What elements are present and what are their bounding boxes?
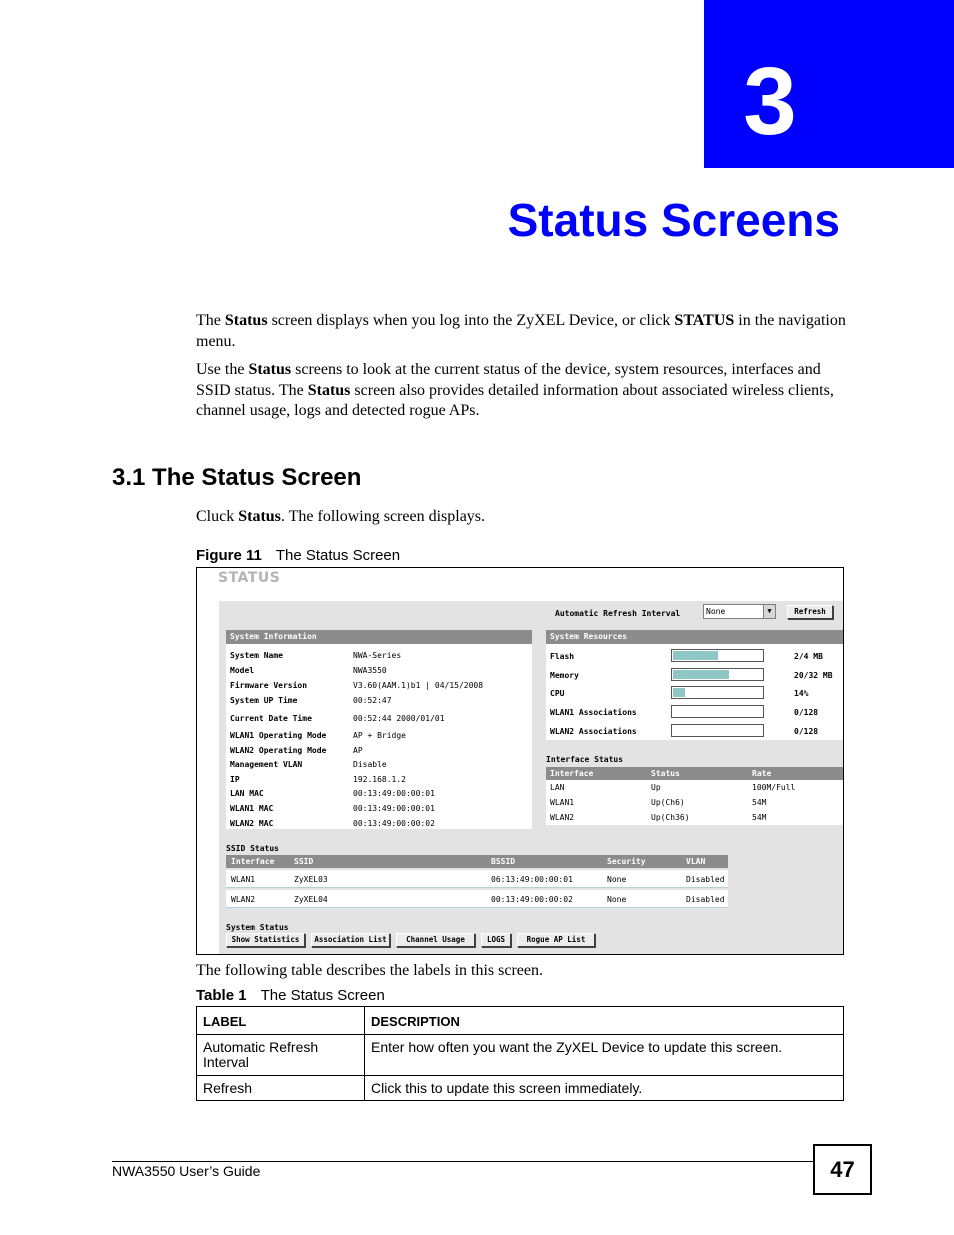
table-row xyxy=(197,1035,844,1076)
status-col-header: Status xyxy=(651,769,680,778)
system-info-value: NWA3550 xyxy=(353,666,387,675)
ssid-status-heading: SSID Status xyxy=(226,844,279,853)
ssid-status-cell: WLAN2 xyxy=(231,895,256,904)
figure-caption-text: The Status Screen xyxy=(275,547,401,564)
system-resource-value: 0/128 xyxy=(794,708,819,717)
system-info-label: Model xyxy=(230,666,255,675)
system-info-label: System UP Time xyxy=(230,696,298,705)
system-information-heading: System Information xyxy=(226,630,532,644)
system-resource-value: 20/32 MB xyxy=(794,671,833,680)
table-cell-label: Refresh xyxy=(197,1076,365,1101)
interface-status-row xyxy=(546,798,844,808)
section-title: 3.1 The Status Screen xyxy=(112,464,362,491)
footer-guide-title: NWA3550 User’s Guide xyxy=(112,1163,261,1179)
ssid-status-row xyxy=(226,870,728,888)
resource-usage-fill xyxy=(673,651,718,660)
intro-paragraph-2: Use the Status screens to look at the current status of the device, system resources, interfaces and SSID status. The Status screen also provides detailed information about associated wireless clients, channel usage, logs and detected rogue APs. xyxy=(196,361,834,419)
ssid-col-header: SSID xyxy=(294,857,314,866)
system-resource-row xyxy=(550,707,842,721)
system-resource-label: WLAN2 Associations xyxy=(550,727,637,736)
table-caption-text: The Status Screen xyxy=(260,987,385,1004)
ssid-status-header xyxy=(226,855,728,868)
table-caption-label: Table 1 xyxy=(196,987,247,1004)
ssid-interface-col-header: Interface xyxy=(231,857,275,866)
system-resource-value: 14% xyxy=(794,689,809,698)
system-information-panel xyxy=(226,630,532,829)
resource-usage-bar xyxy=(671,705,764,718)
table-cell-label: Automatic Refresh Interval xyxy=(197,1035,365,1076)
channel-usage-button[interactable]: Channel Usage xyxy=(396,933,475,947)
system-info-value: 00:52:47 xyxy=(353,696,392,705)
interface-status-cell: WLAN1 xyxy=(550,798,575,807)
system-info-row xyxy=(230,804,530,814)
show-statistics-button[interactable]: Show Statistics xyxy=(226,933,305,947)
system-info-label: Firmware Version xyxy=(230,681,308,690)
resource-usage-fill xyxy=(673,670,729,679)
rogue-ap-list-button[interactable]: Rogue AP List xyxy=(517,933,595,947)
ssid-status-cell: ZyXEL03 xyxy=(294,875,328,884)
system-info-row xyxy=(230,651,530,661)
ssid-status-cell: None xyxy=(607,895,627,904)
interface-status-cell: 54M xyxy=(752,813,767,822)
system-info-row xyxy=(230,746,530,756)
system-info-value: Disable xyxy=(353,760,387,769)
resource-usage-bar xyxy=(671,668,764,681)
chevron-down-icon[interactable]: ▼ xyxy=(763,605,775,618)
interface-col-header: Interface xyxy=(550,769,594,778)
chapter-number: 3 xyxy=(743,48,797,155)
table-intro-text: The following table describes the labels in this screen. xyxy=(196,962,544,979)
system-info-value: V3.60(AAM.1)b1 | 04/15/2008 xyxy=(353,681,484,690)
interface-status-cell: Up xyxy=(651,783,661,792)
rate-col-header: Rate xyxy=(752,769,772,778)
table-cell-description: Enter how often you want the ZyXEL Device to update this screen. xyxy=(365,1035,844,1076)
label-header: LABEL xyxy=(197,1007,365,1035)
figure-caption-label: Figure 11 xyxy=(196,547,262,564)
system-resource-label: WLAN1 Associations xyxy=(550,708,637,717)
table-row xyxy=(197,1076,844,1101)
footer-rule xyxy=(112,1161,814,1162)
system-status-heading: System Status xyxy=(226,923,289,932)
system-info-value: AP + Bridge xyxy=(353,731,406,740)
system-info-row xyxy=(230,760,530,770)
system-info-value: NWA-Series xyxy=(353,651,402,660)
resource-usage-bar xyxy=(671,686,764,699)
system-info-label: WLAN2 Operating Mode xyxy=(230,746,327,755)
system-info-row xyxy=(230,666,530,676)
system-info-label: LAN MAC xyxy=(230,789,264,798)
vlan-col-header: VLAN xyxy=(686,857,706,866)
system-resource-value: 2/4 MB xyxy=(794,652,823,661)
ssid-status-cell: Disabled xyxy=(686,875,725,884)
chapter-title: Status Screens xyxy=(507,194,840,246)
interface-status-body xyxy=(546,780,844,825)
system-info-row xyxy=(230,775,530,785)
system-info-value: 192.168.1.2 xyxy=(353,775,406,784)
interface-status-cell: LAN xyxy=(550,783,565,792)
ssid-status-cell: WLAN1 xyxy=(231,875,256,884)
ssid-status-row xyxy=(226,890,728,908)
system-info-label: System Name xyxy=(230,651,283,660)
interface-status-cell: Up(Ch6) xyxy=(651,798,685,807)
resource-usage-bar xyxy=(671,724,764,737)
system-info-row xyxy=(230,819,530,829)
description-header: DESCRIPTION xyxy=(365,1007,844,1035)
table-cell-description: Click this to update this screen immediately. xyxy=(365,1076,844,1101)
system-info-value: 00:13:49:00:00:01 xyxy=(353,789,435,798)
label-description-table xyxy=(196,1006,844,1101)
logs-button[interactable]: LOGS xyxy=(481,933,511,947)
bssid-col-header: BSSID xyxy=(491,857,516,866)
interface-status-row xyxy=(546,813,844,823)
refresh-interval-select[interactable] xyxy=(703,604,776,619)
system-resource-label: Memory xyxy=(550,671,579,680)
ssid-status-cell: ZyXEL04 xyxy=(294,895,328,904)
system-info-row xyxy=(230,681,530,691)
ssid-status-cell: Disabled xyxy=(686,895,725,904)
section-text: Cluck Status. The following screen displays. xyxy=(196,508,486,525)
system-info-value: AP xyxy=(353,746,363,755)
system-info-label: IP xyxy=(230,775,240,784)
page-number: 47 xyxy=(813,1144,872,1195)
system-resource-row xyxy=(550,651,842,665)
system-info-label: WLAN2 MAC xyxy=(230,819,274,828)
system-info-value: 00:13:49:00:00:01 xyxy=(353,804,435,813)
system-resources-panel xyxy=(546,630,844,740)
system-info-row xyxy=(230,696,530,706)
system-info-label: Management VLAN xyxy=(230,760,303,769)
interface-status-heading: Interface Status xyxy=(546,755,624,764)
resource-usage-fill xyxy=(673,688,685,697)
interface-status-cell: 100M/Full xyxy=(752,783,796,792)
refresh-interval-label: Automatic Refresh Interval xyxy=(555,609,681,618)
status-screen-figure xyxy=(196,567,844,955)
ssid-status-cell: None xyxy=(607,875,627,884)
system-info-label: WLAN1 MAC xyxy=(230,804,274,813)
ssid-status-cell: 00:13:49:00:00:02 xyxy=(491,895,573,904)
security-col-header: Security xyxy=(607,857,646,866)
refresh-interval-value: None xyxy=(706,607,726,616)
system-info-value: 00:13:49:00:00:02 xyxy=(353,819,435,828)
resource-usage-bar xyxy=(671,649,764,662)
interface-status-header xyxy=(546,767,844,780)
interface-status-cell: 54M xyxy=(752,798,767,807)
figure-caption xyxy=(196,547,400,565)
table-header-row xyxy=(197,1007,844,1035)
system-info-row xyxy=(230,731,530,741)
system-resource-label: Flash xyxy=(550,652,575,661)
interface-status-cell: Up(Ch36) xyxy=(651,813,690,822)
ssid-status-cell: 06:13:49:00:00:01 xyxy=(491,875,573,884)
system-info-value: 00:52:44 2000/01/01 xyxy=(353,714,445,723)
association-list-button[interactable]: Association List xyxy=(311,933,390,947)
refresh-button[interactable]: Refresh xyxy=(787,605,833,619)
interface-status-row xyxy=(546,783,844,793)
system-resource-label: CPU xyxy=(550,689,565,698)
system-resources-heading: System Resources xyxy=(546,630,844,644)
table-caption xyxy=(196,987,385,1005)
system-resource-row xyxy=(550,726,842,740)
system-resource-row xyxy=(550,688,842,702)
system-info-label: Current Date Time xyxy=(230,714,312,723)
interface-status-cell: WLAN2 xyxy=(550,813,575,822)
system-resource-value: 0/128 xyxy=(794,727,819,736)
status-screen-title: STATUS xyxy=(218,570,281,586)
system-resource-row xyxy=(550,670,842,684)
system-info-row xyxy=(230,789,530,799)
system-info-row xyxy=(230,714,530,724)
system-info-label: WLAN1 Operating Mode xyxy=(230,731,327,740)
intro-paragraph-1: The Status screen displays when you log into the ZyXEL Device, or click STATUS in the navigation menu. xyxy=(196,312,846,350)
